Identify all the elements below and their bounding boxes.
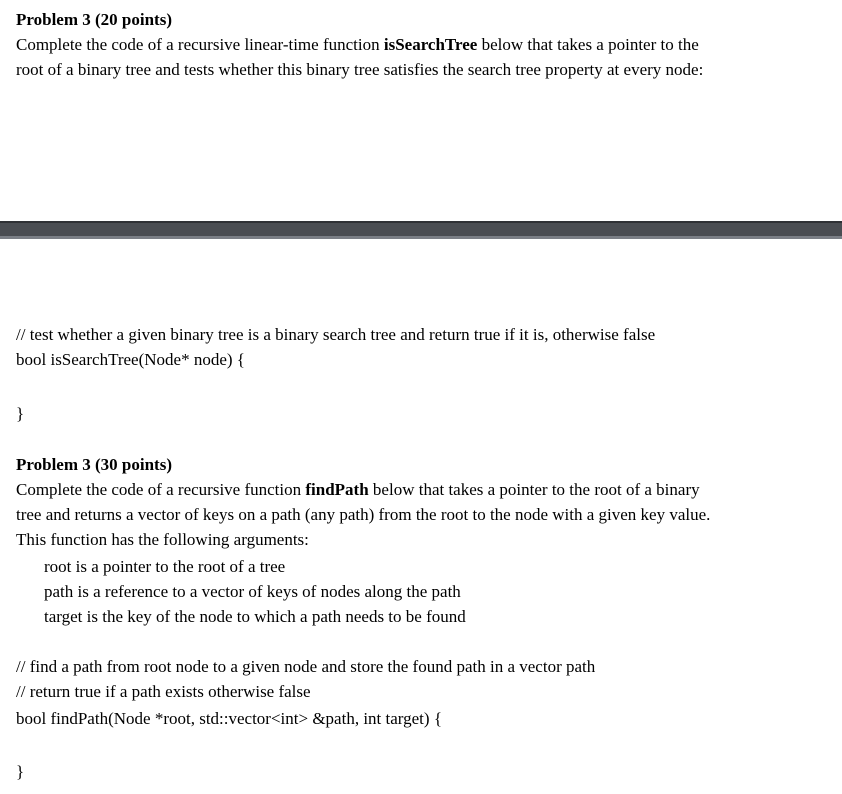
- problem2-desc-post: below that takes a pointer to the root of a binary: [368, 480, 700, 499]
- code2-closing-brace: }: [16, 762, 25, 781]
- argument-root: root is a pointer to the root of a tree: [44, 557, 286, 576]
- problem1-desc-pre: Complete the code of a recursive linear-time function: [16, 35, 384, 54]
- problem2-description-line3: This function has the following arguments:: [16, 530, 309, 549]
- code1-closing-brace: }: [16, 404, 25, 423]
- problem2-desc-pre: Complete the code of a recursive function: [16, 480, 306, 499]
- argument-path: path is a reference to a vector of keys of nodes along the path: [44, 582, 461, 601]
- code2-comment1: // find a path from root node to a given node and store the found path in a vector path: [16, 657, 596, 676]
- code1-comment: // test whether a given binary tree is a binary search tree and return true if it is, otherwise false: [16, 325, 656, 344]
- code2-signature: bool findPath(Node *root, std::vector<int> &path, int target) {: [16, 709, 442, 728]
- problem1-desc-post: below that takes a pointer to the: [477, 35, 699, 54]
- problem2-function-name: findPath: [305, 480, 369, 499]
- problem2-description-line1: [16, 478, 700, 502]
- problem1-description-line1: [16, 33, 699, 57]
- problem2-heading: Problem 3 (30 points): [16, 455, 172, 474]
- problem1-heading: Problem 3 (20 points): [16, 10, 172, 29]
- problem1-description-line2: root of a binary tree and tests whether this binary tree satisfies the search tree property at every node:: [16, 60, 704, 79]
- code2-comment2: // return true if a path exists otherwise false: [16, 682, 311, 701]
- page-divider: [0, 221, 842, 239]
- code1-signature: bool isSearchTree(Node* node) {: [16, 350, 245, 369]
- problem1-function-name: isSearchTree: [383, 35, 478, 54]
- argument-target: target is the key of the node to which a path needs to be found: [44, 607, 466, 626]
- problem2-description-line2: tree and returns a vector of keys on a path (any path) from the root to the node with a given key value.: [16, 505, 711, 524]
